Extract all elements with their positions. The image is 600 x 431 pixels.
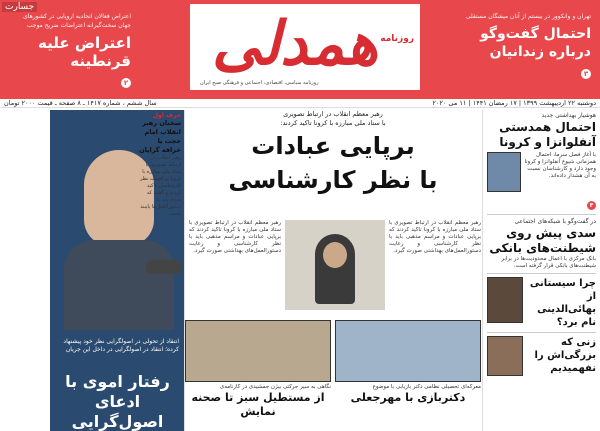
logo-tagline: روزنامه سیاسی، اقتصادی، اجتماعی و فرهنگی صبح ایران bbox=[200, 80, 319, 86]
section-tag: حرف اول bbox=[152, 112, 181, 119]
story-thumbnail bbox=[487, 152, 521, 192]
story-headline: چرا سیستانی از بهائی‌الدینی نام برد؟ bbox=[529, 278, 596, 328]
lead-kicker: رهبر معظم انقلاب در ارتباط تصویری bbox=[283, 110, 383, 118]
story-kicker: هوشیار بهداشتی جدید bbox=[541, 112, 596, 119]
story-flu-corona[interactable] bbox=[487, 110, 596, 211]
lead-headline-line1: برپایی عبادات bbox=[251, 132, 415, 160]
logo-text: همدلی bbox=[212, 9, 379, 79]
story-woman[interactable] bbox=[487, 336, 596, 376]
teaser-headline: احتمال گفت‌وگو درباره زندانیان bbox=[480, 26, 591, 60]
lead-body-row bbox=[185, 220, 481, 310]
story-sistani[interactable] bbox=[487, 277, 596, 329]
story-body: بانک مرکزی با اعمال محدودیت‌ها در برابر شیطنت‌های بانکی قرار گرفته است. bbox=[501, 256, 596, 269]
photo-caption: انتقاد از تحولی در اصولگرایی نظر خود پیشنهاد کرده؛ انتقاد در اصولگرایی در داخل این جریان bbox=[63, 338, 179, 353]
story-headline: از مستطیل سبز تا صحنه نمایش bbox=[191, 391, 325, 418]
story-body: با آغاز فصل سرما، احتمال همزمانی شیوع آنفلوانزا و کرونا وجود دارد و کارشناسان نسبت به آن هشدار داده‌اند. bbox=[524, 152, 596, 179]
story-jamshidi[interactable] bbox=[185, 320, 331, 431]
story-kicker: معرکه‌ای تحصیلی نظامی دکتر بازیابی با موضوع bbox=[372, 384, 481, 390]
center-column bbox=[185, 110, 481, 431]
masthead-right-teaser[interactable] bbox=[445, 10, 595, 100]
dateline bbox=[0, 99, 600, 108]
lead-body-left: رهبر معظم انقلاب در ارتباط تصویری با ستاد ملی مبارزه با کرونا تاکید کردند که برپایی عبادات و مراسم مذهبی باید با نظر کارشناسی و رعایت دستورالعمل‌های بهداشتی صورت گیرد. bbox=[189, 220, 281, 254]
strip-body: رهبر انقلاب در ارتباط تصویری با ستاد ملی مبارزه با کرونا بر اهمیت نظر کارشناسان تاکید کردند و گفتند که مردم باید به دستورالعمل‌ها پایبند باشند. bbox=[140, 155, 181, 217]
story-headline: سدی پیش روی شیطنت‌های بانکی bbox=[489, 226, 596, 255]
sistani-photo bbox=[487, 277, 523, 323]
divider bbox=[487, 332, 596, 333]
leader-face bbox=[323, 242, 347, 268]
story-kicker: در گفت‌وگو با شبکه‌های اجتماعی bbox=[514, 218, 596, 225]
story-doctor[interactable] bbox=[335, 320, 481, 431]
teaser-headline: اعتراض علیه قرنطینه bbox=[38, 34, 131, 70]
masthead bbox=[0, 0, 600, 106]
divider bbox=[487, 214, 596, 215]
strip-headline: سخنان رهبر انقلاب امام حجت یا خرافه گرایان bbox=[139, 119, 181, 154]
story-headline: احتمال همدستی آنفلوانزا و کرونا bbox=[499, 120, 596, 149]
leader-photo bbox=[285, 220, 385, 310]
story-banking[interactable] bbox=[487, 218, 596, 270]
page-number-badge: ۳ bbox=[581, 69, 591, 79]
story-kicker: نگاهی به سیر حرکتی بیژن جمشیدی در کارنامه‌ی bbox=[219, 384, 331, 390]
lead-body-right: رهبر معظم انقلاب در ارتباط تصویری با ستاد ملی مبارزه با کرونا تاکید کردند که برپایی عبادات و مراسم مذهبی باید با نظر کارشناسی و رعایت دستورالعمل‌های بهداشتی صورت گیرد. bbox=[389, 220, 481, 254]
newspaper-logo bbox=[190, 4, 420, 90]
story-headline: زنی که بزرگی‌اش را نفهمیدیم bbox=[534, 337, 596, 374]
watermark: جسارت bbox=[2, 2, 37, 12]
date-text: دوشنبه ۲۲ اردیبهشت ۱۳۹۹ | ۱۷ رمضان ۱۴۴۱ | ۱۱ می ۲۰۲۰ bbox=[432, 99, 596, 107]
teaser-kicker: تهران و وانکوور در بیستم از آنان میشگان مستقلی bbox=[465, 13, 591, 20]
left-column bbox=[0, 110, 185, 431]
story-headline: دکتربازی با مهرجعلی bbox=[350, 391, 466, 404]
lead-kicker-2: با ستاد ملی مبارزه با کرونا تاکید کردند: bbox=[280, 119, 386, 127]
side-strip bbox=[135, 110, 185, 431]
page-number-badge: ۴ bbox=[587, 201, 596, 210]
teaser-kicker: اعتراض فعالان اتحادیه اروپایی در کشورهای جهان سخت‌گیرانه اعتراضات ضریح موجب bbox=[23, 13, 131, 29]
divider bbox=[487, 273, 596, 274]
right-column bbox=[482, 110, 600, 431]
issue-info: سال ششم ، شماره ۱۴۱۷ ـ ۸ صفحه ـ قیمت ۲۰۰۰ تومان bbox=[4, 99, 157, 107]
page-number-badge: ۲ bbox=[121, 78, 131, 88]
logo-subtitle: روزنامه bbox=[380, 34, 414, 44]
masthead-left-teaser[interactable] bbox=[5, 10, 135, 100]
jamshidi-photo bbox=[185, 320, 331, 382]
lead-story[interactable] bbox=[185, 110, 481, 196]
photo-headline: رفتار اموی با ادعای اصول‌گرایی bbox=[65, 372, 170, 431]
bottom-stories bbox=[185, 320, 481, 431]
woman-photo bbox=[487, 336, 523, 376]
doctor-photo bbox=[335, 320, 481, 382]
lead-headline-line2: با نظر کارشناسی bbox=[228, 166, 438, 194]
